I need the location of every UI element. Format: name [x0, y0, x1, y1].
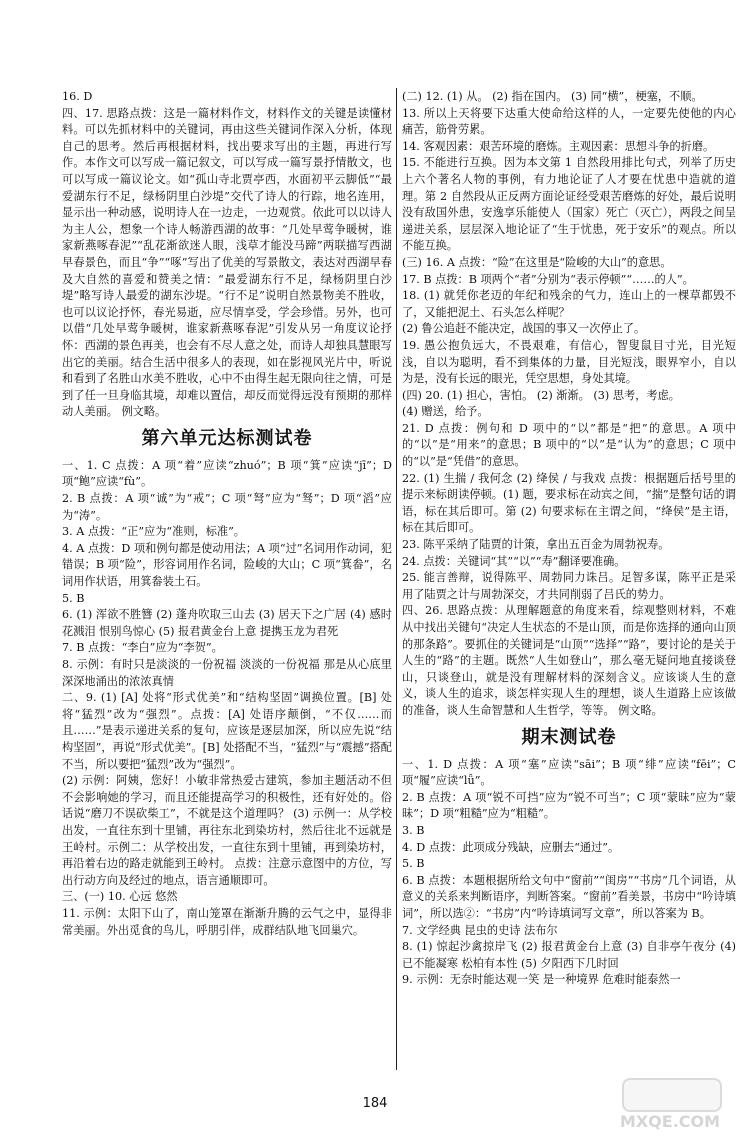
column-divider: [396, 88, 397, 1070]
answer-line: 2. B 点拨：A 项“诚”为“戒”；C 项“弩”应为“驽”；D 项“滔”应为“涛”。: [62, 492, 392, 522]
answer-line: 25. 能言善辩，说得陈平、周勃同力诛吕。足智多谋，陈平正是采用了陆贾之计与周勃深交，才共同削弱了吕氏的势力。: [402, 571, 736, 601]
answer-line: 2. B 点拨：A 项“锐不可挡”应为“锐不可当”；C 项“蒙昧”应为“蒙昧”；D 项“粗糙”应为“粗糙”。: [402, 790, 736, 821]
answer-line: 7. 文学经典 昆虫的史诗 法布尔: [402, 923, 558, 937]
answer-line: 22. (1) 生揣 / 我何念 (2) 绛侯 / 与我戏 点拨：根据题后括号里的提示来标朗读停顿。(1) 题，要求标在动宾之间，“揣”是整句话的谓语，标在其后即可。第 (2) 句要求标在主谓之间，“绛侯”是主语，标在其后即可。: [402, 471, 736, 535]
watermark: [600, 1078, 740, 1134]
answer-line: 3. B: [402, 823, 425, 837]
answer-line: (2) 示例：阿姨，您好！小敏非常热爱古建筑，参加主题活动不但不会影响她的学习，而且还能提高学习的积极性，还有好处的。俗话说“磨刀不误砍柴工”，不就是这个道理吗？ (3) 示例一：从学校出发，一直往东到十里铺，再往东北到染坊村，然后往北不远就是王岭村。示例二：从学校出发，一直往东到十里铺，再到染坊村，再沿着右边的路走就能到王岭村。 点拨：注意示意图中的方位，写出行动方向及经过的地点，语言通顺即可。: [62, 774, 392, 887]
answer-line: 8. (1) 惊起沙禽掠岸飞 (2) 报君黄金台上意 (3) 自非亭午夜分 (4) 已不能凝寒 松柏有本性 (5) 夕阳西下几时回: [402, 940, 736, 970]
answer-line: (2) 鲁公追赶不能决定，战国的事又一次停止了。: [402, 322, 646, 336]
answer-line: (4) 赠送，给予。: [402, 405, 489, 419]
answer-line: 8. 示例：有时只是淡淡的一份祝福 淡淡的一份祝福 那是从心底里深深地涌出的浓浓真情: [62, 658, 392, 688]
answer-line: 9. 示例：无奈时能达观一笑 是一种境界 危难时能泰然一: [402, 973, 681, 987]
answer-line: 6. (1) 浑欲不胜簪 (2) 蓬舟吹取三山去 (3) 居天下之广居 (4) 感时花溅泪 恨别鸟惊心 (5) 报君黄金台上意 提携玉龙为君死: [62, 608, 392, 638]
unit6-answers-cont: [402, 89, 736, 720]
watermark-text: MXQE.COM: [619, 1112, 721, 1131]
answer-line: 二、9. (1) [A] 处将“形式优美”和“结构坚固”调换位置。[B] 处将“猛烈”改为“强烈”。点拨：[A] 处语序颠倒，“不仅……而且……”是表示递进关系的复句，应该是逐层加深，所以应先说“结构坚固”，再说“形式优美”。[B] 处搭配不当，“猛烈”与“震撼”搭配不当，所以要把“猛烈”改为“强烈”。: [62, 691, 392, 771]
answer-line: 7. B 点拨：“李白”应为“李贺”。: [62, 641, 223, 655]
answer-line: 4. D 点拨：此项成分残缺，应删去“通过”。: [402, 840, 620, 854]
answer-line: 18. (1) 就凭你老迈的年纪和残余的气力，连山上的一棵草都毁不了，又能把泥土、石头怎么样呢？: [402, 289, 736, 319]
left-column: [62, 89, 392, 939]
page-number: 184: [362, 1096, 388, 1111]
unit5-answers-tail: [62, 89, 392, 421]
answer-line: 15. 不能进行互换。因为本文第 1 自然段用排比句式，列举了历史上六个著名人物的事例，有力地论证了人才要在忧患中造就的道理。第 2 自然段从正反两方面论证经受艰苦磨炼的好处，最后说明没有敌国外患，安逸享乐能使人（国家）死亡（灭亡），两段之间呈递进关系，层层深入地论证了“生于忧患，死于安乐”的观点。所以不能互换。: [402, 156, 736, 253]
final-exam-title: 期末测试卷: [521, 726, 617, 748]
final-exam-answers: [402, 757, 736, 989]
answer-line: 5. B: [62, 591, 85, 605]
answer-line: 一、1. C 点拨：A 项“着”应读“zhuó”；B 项“箕”应读“jī”；D 项“鲍”应读“fù”。: [62, 458, 392, 489]
unit6-answers: [62, 458, 392, 939]
answer-line: 四、17. 思路点拨：这是一篇材料作文，材料作文的关键是读懂材料。可以先抓材料中的关键词，再由这些关键词作深入分析，体现自己的思考。然后再根据材料，找出要求写出的主题，再进行写作。本作文可以写成一篇记叙文，可以写成一篇写景抒情散文，也可以写成一篇议论文。如“孤山寺北贾亭西，水面初平云脚低”“最爱湖东行不足，绿杨阴里白沙堤”交代了诗人的行踪，地名连用，显示出一种动感，说明诗人在一边走，一边观赏。依此可以以诗人为主人公，想象一个诗人畅游西湖的故事：“几处早莺争暖树，谁家新燕啄春泥”“乱花渐欲迷人眼，浅草才能没马蹄”两联描写西湖早春景色，而且“争”“啄”写出了优美的写景散文，表达对西湖早春及大自然的喜爱和赞美之情：“最爱湖东行不足，绿杨阴里白沙堤”略写诗人最爱的湖东沙堤。“行不足”说明自然景物美不胜收，也可以议论抒怀，春光易逝，应尽情享受，学会珍惜。另外，也可以借“几处早莺争暖树，谁家新燕啄春泥”引发从另一角度议论抒怀：西湖的景色再美，也会有不尽人意之处，而诗人却独具慧眼写出它的美丽。结合生活中很多人的表现，如在影视风光片中，听说和看到了名胜山水美不胜收，心中不由得生起无限向往之情，可是到了任一旦身临其境，却难以置信，却反而觉得远没有预期的那样动人美丽。 例文略。: [62, 106, 392, 419]
answer-line: 13. 所以上天将要下达重大使命给这样的人，一定要先使他的内心痛苦，筋骨劳累。: [402, 106, 736, 137]
answer-site-logo-icon: [622, 1078, 722, 1112]
answer-line: 3. A 点拨：“正”应为“准则，标准”。: [62, 525, 245, 539]
answer-line: 21. D 点拨：例句和 D 项中的“以”都是“把”的意思。A 项中的“以”是“用来”的意思；B 项中的“以”是“认为”的意思；C 项中的“以”是“凭借”的意思。: [402, 421, 736, 469]
answer-line: 24. 点拨：关键词“其”“以”“寿”翻译要准确。: [402, 554, 626, 568]
answer-line: (四) 20. (1) 担心，害怕。 (2) 渐渐。 (3) 思考，考虑。: [402, 388, 680, 402]
answer-line: (三) 16. A 点拨：“险”在这里是“险峻的大山”的意思。: [402, 255, 672, 269]
answer-line: (二) 12. (1) 从。 (2) 指在国内。 (3) 同“横”，梗塞，不顺。: [402, 90, 703, 103]
answer-line: 5. B: [402, 857, 425, 871]
right-column: [402, 89, 736, 989]
unit6-title: 第六单元达标测试卷: [141, 427, 313, 449]
answer-line: 14. 客观因素：艰苦环境的磨炼。主观因素：思想斗争的折磨。: [402, 139, 715, 153]
answer-line: 23. 陈平采纳了陆贾的计策，拿出五百金为周勃祝寿。: [402, 538, 670, 552]
answer-line: 16. D: [62, 90, 93, 103]
answer-line: 三、(一) 10. 心远 悠然: [62, 890, 178, 904]
answer-line: 6. B 点拨：本题根据所给文句中“窗前”“闺房”“书房”几个词语，从意义的关系来判断语序，判断答案。“窗前”看美景，书房中“吟诗填词”，所以选②：“书房”内“吟诗填词写文章”，所以答案为 B。: [402, 873, 736, 920]
answer-line: 四、26. 思路点拨：从理解题意的角度来看，综观整则材料，不难从中找出关键句“决定人生状态的不是山顶，而是你选择的通向山顶的那条路”。要抓住的关键词是“山顶”“选择”“路”，要讨论的是关于人生的“路”的主题。既然“人生如登山”，那么毫无疑问地直接谈登山，只谈登山，就是没有理解材料的深刻含义。应该谈人生的意义，谈人生的追求，谈怎样实现人生的理想，谈人生道路上应该做的准备，谈人生命智慧和人生哲学，等等。 例文略。: [402, 604, 736, 717]
answer-line: 19. 愚公抱负远大，不畏艰难，有信心，智叟鼠目寸光，目光短浅，自以为聪明，看不到集体的力量，目光短浅，眼界窄小，自以为是，没有长远的眼光，凭空思想，身处其境。: [402, 338, 736, 386]
answer-line: 一、1. D 点拨：A 项“塞”应读“sāi”；B 项“绯”应读“fēi”；C 项“履”应读“lǚ”。: [402, 757, 736, 788]
answer-line: 11. 示例：太阳下山了，南山笼罩在渐渐升腾的云气之中，显得非常美丽。外出觅食的鸟儿，呼朋引伴，成群结队地飞回巢穴。: [62, 906, 392, 937]
answer-line: 4. A 点拨：D 项和例句都是使动用法；A 项“过”名词用作动词，犯错误；B 项“险”，形容词用作名词，险峻的大山；C 项“箕畚”，名词用作状语，用箕畚装土石。: [62, 541, 392, 589]
answer-line: 17. B 点拨：B 项两个“者”分别为“表示停顿”“……的人”。: [402, 272, 694, 286]
